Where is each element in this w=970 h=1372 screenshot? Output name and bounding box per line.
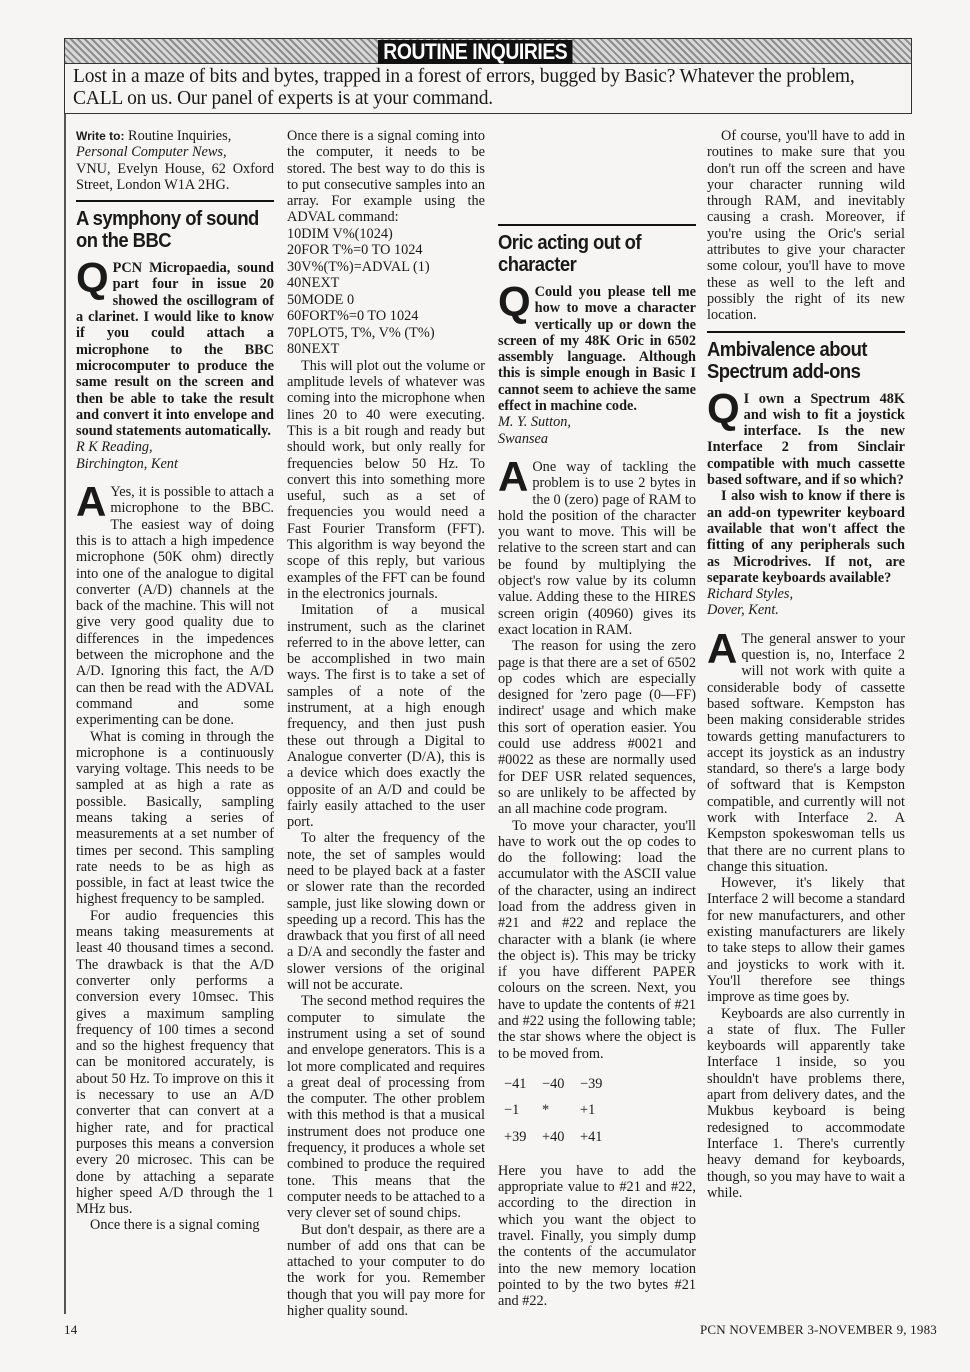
answer-bbc-7: To alter the frequency of the note, the set of samples would need to be played back at a faster or slower rate than the recorded sample, just like slowing down or speeding up a record. This has the drawback that you first of all need a D/A and secondly the faster and slower versions of the original will not be accurate. (287, 830, 485, 994)
answer-oric-1: A One way of tackling the problem is to use 2 bytes in the 0 (zero) page of RAM to hold the position of the character you want to move. This will be relative to the screen start and can be found by multiplying the object's row value by its column value. Adding these to the HIRES screen origin (40960) gives its exact location in RAM. (498, 452, 696, 638)
drop-cap-a: A (76, 478, 107, 526)
divider (498, 224, 696, 226)
offset-table (498, 1076, 696, 1145)
answer-oric-5: Of course, you'll have to add in routines to make sure that you don't run off the screen and have your character running wild through RAM, and inevitably causing a crash. Moreover, if you're using the Oric's serial attributes to give your character some colour, you'll have to move these as well to the left and possibly the right of its new location. (707, 128, 905, 324)
answer-oric-2: The reason for using the zero page is that there are a set of 6502 op codes which are especially designed for 'zero page (0—FF) indirect' usage and which make this sort of operation easier. You could use address #0021 and #0022 as these are normally used for DEF USR related sequences, so are unlikely to be affected by an all machine code program. (498, 638, 696, 818)
drop-cap-a: A (498, 452, 529, 500)
column-4 (707, 128, 905, 1201)
author-oric: M. Y. Sutton, (498, 414, 571, 431)
intro-text: Lost in a maze of bits and bytes, trapped in a forest of errors, bugged by Basic? Whatever the problem, CALL on us. Our panel of experts is at your command. (64, 64, 912, 114)
table-row: −1 * +1 (504, 1102, 596, 1119)
write-to-address: Write to: Routine Inquiries, Personal Computer News, VNU, Evelyn House, 62 Oxford Street, London W1A 2HG. (76, 128, 274, 193)
code-line: 20FOR T%=0 TO 1024 (287, 242, 423, 259)
drop-cap-q: Q (76, 254, 109, 302)
divider (707, 331, 905, 333)
code-line: 70PLOT5, T%, V% (T%) (287, 324, 435, 341)
answer-bbc-8: The second method requires the computer to simulate the instrument using a set of sound and envelope generators. This is a lot more complicated and requires a great deal of processing from the computer. The other problem with this method is that a musical instrument does not produce one frequency, it produces a whole set combined to produce the required tone. This means that the computer needs to be attached to a very clever set of sound chips. (287, 993, 485, 1222)
answer-bbc-4: Once there is a signal coming into the computer, it needs to be stored. The best way to do this is to put consecutive samples into an array. For example using the ADVAL command: (287, 128, 485, 226)
code-line: 30V%(T%)=ADVAL (1) (287, 258, 430, 275)
location-oric: Swansea (498, 430, 549, 447)
column-1 (76, 128, 274, 1234)
answer-bbc-1: A Yes, it is possible to attach a microphone to the BBC. The easiest way of doing this is to attach a high impedence microphone (50K ohm) directly into one of the analogue to digital converter (A/D) channels at the back of the machine. This will not give very good quality due to differences in the impedences between the microphone and the A/D. Ignoring this fact, the A/D can then be read with the ADVAL command and some experimenting can be done. (76, 478, 274, 729)
location-bbc: Birchington, Kent (76, 455, 178, 472)
code-listing (287, 226, 485, 358)
page-number: 14 (64, 1322, 78, 1337)
answer-bbc-2: What is coming in through the microphone is a continuously varying voltage. This needs to be sampled at as high a rate as possible. Basically, sampling means taking a series of measurements at a set number of times per second. This sampling rate needs to be as high as possible, in fact at least twice the highest frequency to be sampled. (76, 728, 274, 908)
table-row: +39 +40 +41 (504, 1128, 603, 1145)
headline-bbc: A symphony of sound on the BBC (76, 207, 259, 253)
left-column-rule (64, 114, 66, 1314)
drop-cap-q: Q (707, 384, 740, 432)
answer-spectrum-2: However, it's likely that Interface 2 will become a standard for new manufacturers, and other existing manufacturers are likely to take steps to allow their games and joysticks to work with it. You'll therefore see things improve as time goes by. (707, 875, 905, 1006)
write-to-label: Write to: (76, 129, 125, 143)
section-title: ROUTINE INQUIRIES (378, 40, 573, 64)
code-line: 80NEXT (287, 341, 340, 358)
answer-spectrum-1: A The general answer to your question is, no, Interface 2 will not work with quite a considerable body of cassette based software. Kempston has been making considerable strides towards getting manufacturers to accept its joystick as an industry standard, so there's a large body of softward that is Kempston compatible, and currently will not work with Interface 2. A Kempston spokeswoman tells us that there are no current plans to change this situation. (707, 624, 905, 875)
answer-bbc-9: But don't despair, as there are a number of add ons that can be attached to your computer to do the work for you. Remember though that you will pay more for higher quality sound. (287, 1221, 485, 1319)
question-bbc: QPCN Micropaedia, sound part four in issue 20 showed the oscillogram of a clarinet. I would like to know if you could attach a microphone to the BBC microcomputer to produce the same result on the screen and then be able to take the result and convert it into envelope and sound statements automatically. (76, 254, 274, 440)
question-oric: Q Could you please tell me how to move a character vertically up or down the screen of my 48K Oric in 6502 assembly language. Although this is simple enough in Basic I cannot seem to achieve the same effect in machine code. (498, 278, 696, 415)
code-line: 50MODE 0 (287, 291, 355, 308)
answer-spectrum-3: Keyboards are also currently in a state of flux. The Fuller keyboards will apparently take Interface 1 inside, so you shouldn't have problems there, apart from delivery dates, and the Mukbus keyboard is being redesigned to accommodate Interface 1. There's currently heavy demand for keyboards, though, so you may have to wait a while. (707, 1005, 905, 1201)
answer-bbc-3: For audio frequencies this means taking measurements at least 40 thousand times a second. The drawback is that the A/D converter only performs a conversion every 10msec. This gives a maximum sampling frequency of 100 times a second and so the highest frequency that can be monitored accurately, is about 50 Hz. To improve on this it is necessary to use an A/D converter that can convert at a higher rate, and for practical purposes this means a conversion every 20 microsec. This can be done by attaching a separate higher speed A/D through the 1 MHz bus. (76, 907, 274, 1218)
code-line: 60FORT%=0 TO 1024 (287, 308, 419, 325)
headline-oric: Oric acting out of character (498, 231, 642, 276)
code-line: 40NEXT (287, 275, 340, 292)
column-2 (287, 128, 485, 1319)
answer-oric-3: To move your character, you'll have to work out the op codes to do the following: load the accumulator with the ASCII value of the character, using an indirect load from the address given in #21 and #22 and replace the character with a blank (ie where the object is). This may be tricky if you have different PAPER colours on the screen. Next, you have to update the contents of #21 and #22 using the following table; the star shows where the object is to be moved from. (498, 817, 696, 1062)
author-bbc: R K Reading, (76, 439, 153, 456)
issue-date: PCN NOVEMBER 3-NOVEMBER 9, 1983 (700, 1322, 937, 1337)
drop-cap-a: A (707, 624, 738, 672)
column-3 (498, 128, 696, 1310)
question-spectrum-1: Q I own a Spectrum 48K and wish to fit a joystick interface. Is the new Interface 2 from Sinclair compatible with much cassette based software, and if so which? (707, 384, 905, 489)
code-line: 10DIM V%(1024) (287, 225, 393, 242)
drop-cap-q: Q (498, 278, 531, 325)
question-spectrum-2: I also wish to know if there is an add-on typewriter keyboard available that won't affect the fitting of any peripherals such as Microdrives. If not, are separate keyboards available? (707, 488, 905, 586)
divider (76, 200, 274, 202)
author-spectrum: Richard Styles, (707, 586, 794, 603)
answer-bbc-6: Imitation of a musical instrument, such as the clarinet referred to in the above letter, can be accomplished in two main ways. The first is to take a set of samples of a note of the instrument, at a high enough frequency, and then just push these out through a Digital to Analogue converter (D/A), this is a device which does exactly the opposite of an A/D and could be fairly easily attached to the user port. (287, 602, 485, 831)
table-row: −41 −40 −39 (504, 1075, 603, 1092)
headline-spectrum: Ambivalence about Spectrum add-ons (707, 337, 867, 383)
answer-bbc-4a: Once there is a signal coming (90, 1217, 260, 1234)
location-spectrum: Dover, Kent. (707, 602, 779, 619)
answer-bbc-5: This will plot out the volume or amplitude levels of whatever was coming into the microphone when lines 20 to 40 were executing. This is a bit rough and ready but should work, but only really for frequencies below 50 Hz. To convert this into something more useful, such as a set of frequencies you would need a Fast Fourier Transform (FFT). This algorithm is way beyond the scope of this reply, but various examples of the FFT can be found in the electronics journals. (287, 357, 485, 602)
answer-oric-4: Here you have to add the appropriate value to #21 and #22, according to the direction in which you want the object to travel. Finally, you simply dump the contents of the accumulator into the new memory location pointed to by the two bytes #21 and #22. (498, 1162, 696, 1310)
